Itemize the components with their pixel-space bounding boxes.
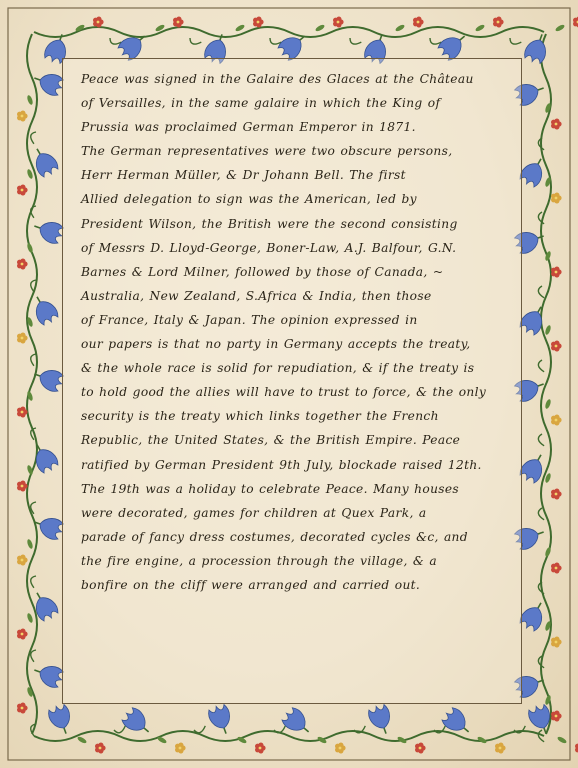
leaf-icon <box>395 24 406 33</box>
red-bud-icon <box>173 17 184 28</box>
vine-tendril <box>538 360 544 372</box>
red-bud-icon <box>17 185 28 196</box>
leaf-icon <box>544 399 552 410</box>
red-bud-icon <box>413 17 424 28</box>
blue-bellflower-icon <box>518 302 550 337</box>
red-bud-icon <box>551 341 562 352</box>
vine-stem <box>34 731 544 741</box>
leaf-icon <box>555 24 566 33</box>
blue-bellflower-icon <box>28 292 60 327</box>
gold-blossom-icon <box>495 743 506 754</box>
blue-bellflower-icon <box>207 703 236 737</box>
text-line: Barnes & Lord Milner, followed by those of Canada, ~ <box>81 264 444 279</box>
text-line: of Messrs D. Lloyd-George, Boner-Law, A.J. Balfour, G.N. <box>81 240 457 255</box>
blue-bellflower-icon <box>518 154 550 189</box>
red-bud-icon <box>551 563 562 574</box>
red-bud-icon <box>255 743 266 754</box>
blue-bellflower-icon <box>31 216 65 245</box>
vine-stem <box>27 34 37 734</box>
text-line: security is the treaty which links together the French <box>81 409 439 424</box>
text-line: bonfire on the cliff were arranged and carried out. <box>81 577 421 592</box>
blue-bellflower-icon <box>47 703 76 737</box>
red-bud-icon <box>551 119 562 130</box>
vine-stem <box>34 27 544 37</box>
gold-blossom-icon <box>551 415 562 426</box>
gold-blossom-icon <box>17 333 28 344</box>
vine-tendril <box>194 726 205 733</box>
text-line: Republic, the United States, & the British Empire. Peace <box>81 433 461 448</box>
red-bud-icon <box>493 17 504 28</box>
leaf-icon <box>26 169 34 180</box>
leaf-icon <box>544 325 552 336</box>
vine-tendril <box>110 38 121 44</box>
leaf-icon <box>235 24 246 33</box>
vine-tendril <box>430 38 441 44</box>
gold-blossom-icon <box>551 637 562 648</box>
blue-bellflower-icon <box>523 31 552 65</box>
leaf-icon <box>77 736 88 745</box>
blue-bellflower-icon <box>31 660 65 689</box>
vine-tendril <box>31 354 36 366</box>
red-bud-icon <box>551 267 562 278</box>
text-line: The 19th was a holiday to celebrate Peace. Many houses <box>81 481 460 496</box>
red-bud-icon <box>333 17 344 28</box>
red-bud-icon <box>551 711 562 722</box>
vine-tendril <box>114 726 125 733</box>
vine-tendril <box>31 132 36 144</box>
gold-blossom-icon <box>175 743 186 754</box>
red-bud-icon <box>415 743 426 754</box>
vine-tendril <box>31 650 36 662</box>
text-panel <box>62 58 522 704</box>
text-line: Herr Herman Müller, & Dr Johann Bell. The first <box>81 168 406 183</box>
vine-tendril <box>538 286 544 298</box>
gold-blossom-icon <box>17 111 28 122</box>
red-bud-icon <box>573 17 578 28</box>
text-line: of France, Italy & Japan. The opinion expressed in <box>81 312 418 327</box>
text-line: ratified by German President 9th July, blockade raised 12th. <box>81 457 482 472</box>
text-line: to hold good the allies will have to trust to force, & the only <box>81 385 487 400</box>
vine-tendril <box>31 576 36 588</box>
blue-bellflower-icon <box>28 144 60 179</box>
vine-tendril <box>538 434 544 446</box>
red-bud-icon <box>17 703 28 714</box>
leaf-icon <box>26 613 34 624</box>
text-line: President Wilson, the British were the second consisting <box>81 216 458 231</box>
red-bud-icon <box>93 17 104 28</box>
red-bud-icon <box>95 743 106 754</box>
leaf-icon <box>26 95 34 106</box>
text-line: parade of fancy dress costumes, decorated cycles &c, and <box>81 529 468 544</box>
text-line: The German representatives were two obscure persons, <box>81 144 453 159</box>
gold-blossom-icon <box>335 743 346 754</box>
text-line: our papers is that no party in Germany accepts the treaty, <box>81 337 471 352</box>
red-bud-icon <box>551 489 562 500</box>
text-line: Australia, New Zealand, S.Africa & India, then those <box>81 288 432 303</box>
text-line: & the whole race is solid for repudiation, & if the treaty is <box>81 361 475 376</box>
gold-blossom-icon <box>17 555 28 566</box>
red-bud-icon <box>17 629 28 640</box>
vine-tendril <box>190 38 201 44</box>
leaf-icon <box>557 736 568 745</box>
text-line: of Versailles, in the same galaire in which the King of <box>81 96 441 111</box>
text-line: Allied delegation to sign was the American, led by <box>81 192 417 207</box>
vine-tendril <box>350 38 361 44</box>
text-line: the fire engine, a procession through the village, & a <box>81 553 437 568</box>
blue-bellflower-icon <box>367 703 396 737</box>
text-line: were decorated, games for children at Quex Park, a <box>81 505 427 520</box>
leaf-icon <box>475 24 486 33</box>
gold-blossom-icon <box>551 193 562 204</box>
vine-tendril <box>510 38 521 44</box>
red-bud-icon <box>17 407 28 418</box>
vine-tendril <box>270 38 281 44</box>
text-line: Peace was signed in the Galaire des Glaces at the Château <box>81 72 474 86</box>
blue-bellflower-icon <box>120 705 155 739</box>
text-line: Prussia was proclaimed German Emperor in 1871. <box>81 120 416 135</box>
red-bud-icon <box>17 481 28 492</box>
red-bud-icon <box>253 17 264 28</box>
blue-bellflower-icon <box>518 598 550 633</box>
blue-bellflower-icon <box>518 450 550 485</box>
leaf-icon <box>26 539 34 550</box>
leaf-icon <box>315 24 326 33</box>
red-bud-icon <box>17 259 28 270</box>
